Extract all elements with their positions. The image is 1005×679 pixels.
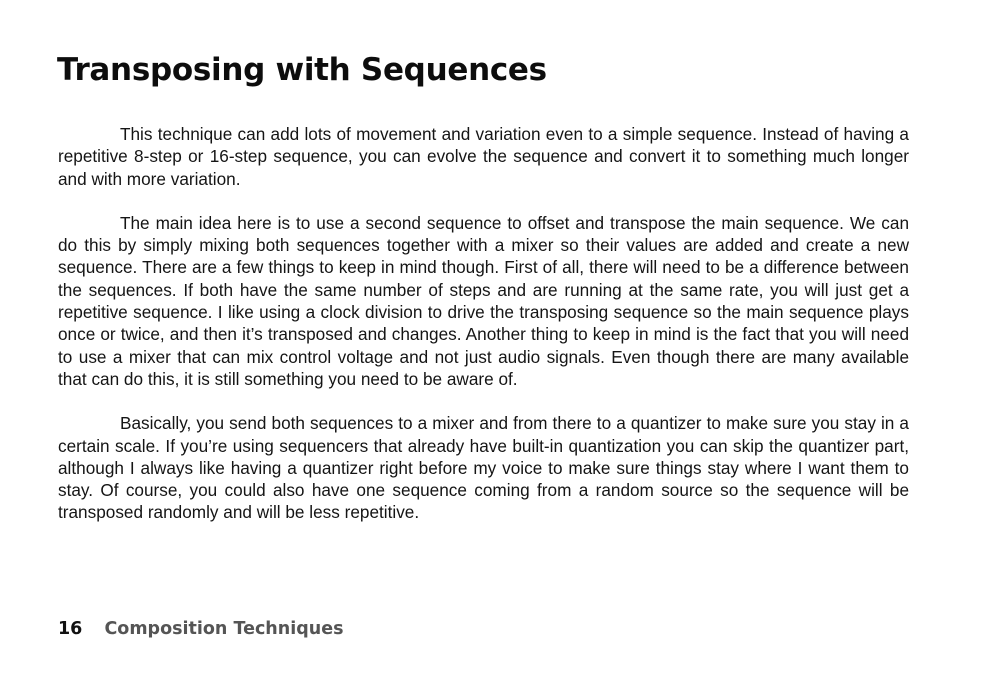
paragraph-3: Basically, you send both sequences to a mixer and from there to a quantizer to make sure you stay in a certain scale. If you’re using sequencers that already have built-in quantization you can skip the quantizer part, although I always like having a quantizer right before my voice to make sure things stay where I want them to stay. Of course, you could also have one sequence coming from a random source so the sequence will be transposed randomly and will be less repetitive.: [58, 413, 909, 523]
section-name: Composition Techniques: [104, 619, 344, 639]
body-text: [58, 123, 909, 546]
page-number: 16: [58, 619, 83, 639]
page-footer: [58, 619, 344, 639]
paragraph-1: This technique can add lots of movement and variation even to a simple sequence. Instead of having a repetitive 8-step or 16-step sequence, you can evolve the sequence and convert it to something much longer and with more variation.: [58, 124, 909, 189]
paragraph-2: The main idea here is to use a second sequence to offset and transpose the main sequence. We can do this by simply mixing both sequences together with a mixer so their values are added and create a new sequence. There are a few things to keep in mind though. First of all, there will need to be a difference between the sequences. If both have the same number of steps and are running at the same rate, you will just get a repetitive sequence. I like using a clock division to drive the transposing sequence so the main sequence plays once or twice, and then it’s transposed and changes. Another thing to keep in mind is the fact that you will need to use a mixer that can mix control voltage and not just audio signals. Even though there are many available that can do this, it is still something you need to be aware of.: [58, 212, 909, 389]
page-title: Transposing with Sequences: [57, 52, 547, 88]
